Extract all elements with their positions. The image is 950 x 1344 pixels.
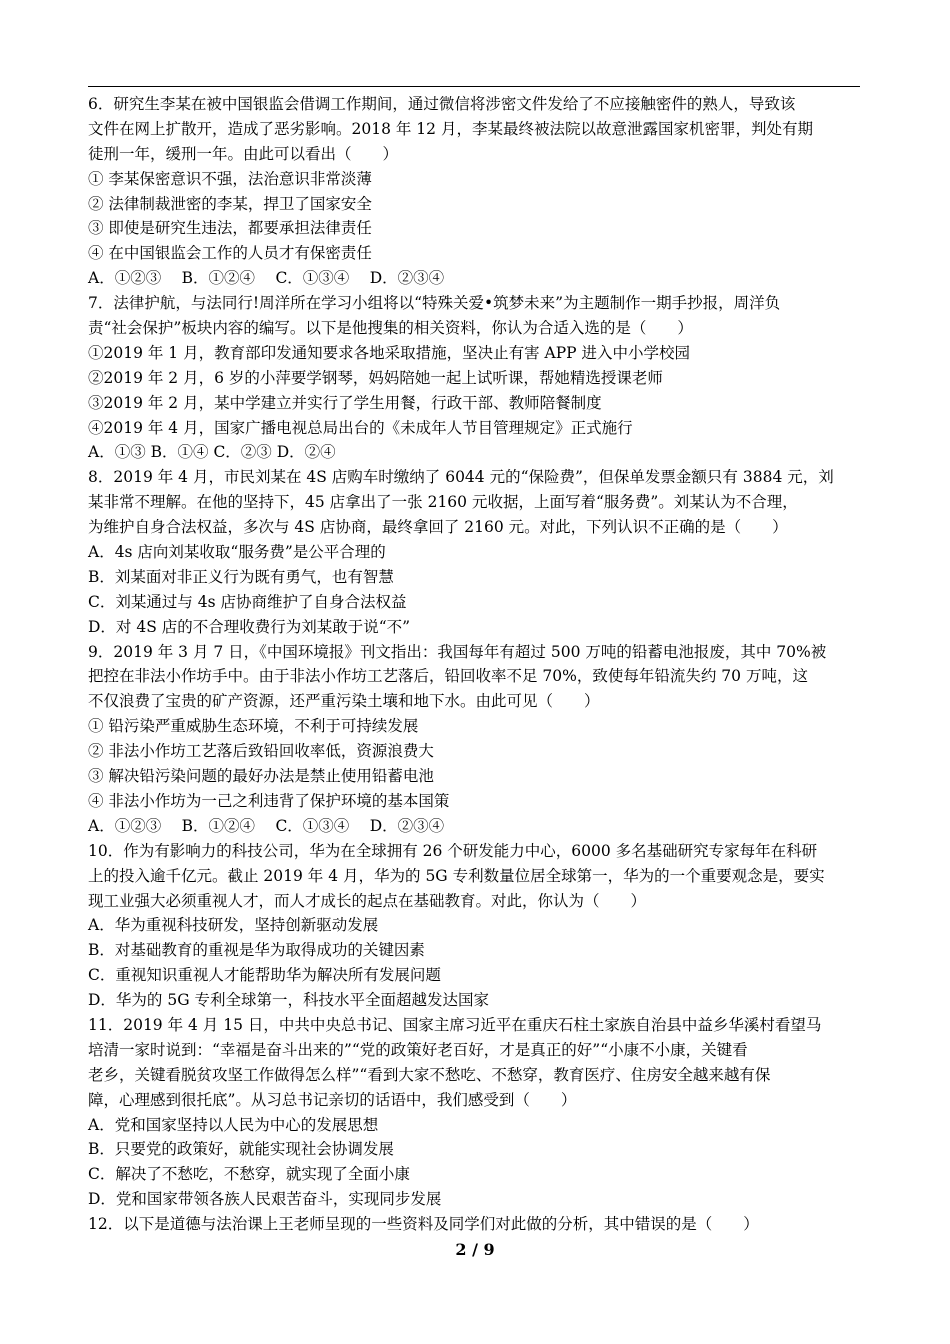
text-line: 9．2019 年 3 月 7 日，《中国环境报》刊文指出：我国每年有超过 500 万吨的铅蓄电池报废，其中 70%被 bbox=[88, 642, 827, 661]
text-line: 7．法律护航，与法同行!周洋所在学习小组将以“特殊关爱•筑梦未来”为主题制作一期手抄报，周洋负 bbox=[88, 294, 781, 313]
text-line: C．刘某通过与 4s 店协商维护了自身合法权益 bbox=[88, 592, 407, 611]
text-line: A．华为重视科技研发，坚持创新驱动发展 bbox=[88, 916, 379, 935]
text-line: ④ 在中国银监会工作的人员才有保密责任 bbox=[88, 244, 372, 263]
header-rule bbox=[88, 86, 860, 87]
text-line: ③ 解决铅污染问题的最好办法是禁止使用铅蓄电池 bbox=[88, 767, 434, 786]
text-line: 不仅浪费了宝贵的矿产资源，还严重污染土壤和地下水。由此可见（ ） bbox=[88, 692, 600, 711]
text-line: A．党和国家坚持以人民为中心的发展思想 bbox=[88, 1115, 379, 1134]
text-line: 12．以下是道德与法治课上王老师呈现的一些资料及同学们对此做的分析，其中错误的是（ ） bbox=[88, 1215, 759, 1234]
text-line: 徒刑一年，缓刑一年。由此可以看出（ ） bbox=[88, 144, 399, 163]
text-line: 6．研究生李某在被中国银监会借调工作期间，通过微信将涉密文件发给了不应接触密件的熟人，导致该 bbox=[88, 95, 796, 113]
text-line: A．①③ B．①④ C．②③ D．②④ bbox=[88, 443, 336, 462]
text-line: A．①②③ B．①②④ C．①③④ D．②③④ bbox=[88, 269, 445, 288]
text-line: D．党和国家带领各族人民艰苦奋斗，实现同步发展 bbox=[88, 1190, 442, 1209]
text-line: ① 铅污染严重威胁生态环境，不利于可持续发展 bbox=[88, 717, 419, 736]
text-line: 责“社会保护”板块内容的编写。以下是他搜集的相关资料，你认为合适入选的是（ ） bbox=[88, 319, 693, 338]
text-line: 障，心理感到很托底”。从习总书记亲切的话语中，我们感受到（ ） bbox=[88, 1090, 577, 1109]
text-line: A．①②③ B．①②④ C．①③④ D．②③④ bbox=[88, 816, 445, 835]
text-line: 老乡，关键看脱贫攻坚工作做得怎么样”“看到大家不愁吃、不愁穿，教育医疗、住房安全越来越有保 bbox=[88, 1065, 771, 1084]
text-line: 把控在非法小作坊手中。由于非法小作坊工艺落后，铅回收率不足 70%，致使每年铅流失约 70 万吨，这 bbox=[88, 667, 808, 686]
text-line: 为维护自身合法权益，多次与 4S 店协商，最终拿回了 2160 元。对此，下列认识不正确的是（ ） bbox=[88, 518, 788, 537]
text-line: B．刘某面对非正义行为既有勇气，也有智慧 bbox=[88, 567, 394, 586]
text-line: B．只要党的政策好，就能实现社会协调发展 bbox=[88, 1140, 394, 1159]
text-line: ④ 非法小作坊为一己之利违背了保护环境的基本国策 bbox=[88, 791, 450, 810]
text-line: A．4s 店向刘某收取“服务费”是公平合理的 bbox=[88, 543, 386, 562]
text-line: 上的投入逾千亿元。截止 2019 年 4 月，华为的 5G 专利数量位居全球第一，华为的一个重要观念是，要实 bbox=[88, 866, 825, 885]
text-line: 文件在网上扩散开，造成了恶劣影响。2018 年 12 月，李某最终被法院以故意泄露国家机密罪，判处有期 bbox=[88, 119, 813, 138]
document-body bbox=[88, 92, 860, 1237]
text-line: D．华为的 5G 专利全球第一，科技水平全面超越发达国家 bbox=[88, 991, 490, 1010]
text-line: 现工业强大必须重视人才，而人才成长的起点在基础教育。对此，你认为（ ） bbox=[88, 891, 647, 910]
text-line: ②2019 年 2 月，6 岁的小萍要学钢琴，妈妈陪她一起上试听课，帮她精选授课老师 bbox=[88, 368, 663, 387]
text-line: 11．2019 年 4 月 15 日，中共中央总书记、国家主席习近平在重庆石柱土家族自治县中益乡华溪村看望马 bbox=[88, 1015, 822, 1034]
text-line: 某非常不理解。在他的坚持下，45 店拿出了一张 2160 元收据，上面写着“服务费”。刘某认为不合理， bbox=[88, 493, 798, 512]
text-line: B．对基础教育的重视是华为取得成功的关键因素 bbox=[88, 941, 425, 960]
text-line: ② 非法小作坊工艺落后致铅回收率低，资源浪费大 bbox=[88, 742, 434, 761]
text-line: ③ 即使是研究生违法，都要承担法律责任 bbox=[88, 219, 372, 238]
text-line: C．重视知识重视人才能帮助华为解决所有发展问题 bbox=[88, 966, 441, 985]
text-line: ② 法律制裁泄密的李某，捍卫了国家安全 bbox=[88, 194, 372, 213]
text-line: D．对 4S 店的不合理收费行为刘某敢于说“不” bbox=[88, 617, 411, 636]
text-line: ① 李某保密意识不强，法治意识非常淡薄 bbox=[88, 169, 372, 188]
text-line: 培清一家时说到：“幸福是奋斗出来的”“党的政策好老百好，才是真正的好”“小康不小康，关键看 bbox=[88, 1040, 748, 1059]
text-line: ①2019 年 1 月，教育部印发通知要求各地采取措施，坚决止有害 APP 进入中小学校园 bbox=[88, 343, 690, 362]
text-line: C．解决了不愁吃，不愁穿，就实现了全面小康 bbox=[88, 1165, 410, 1184]
text-line: 10．作为有影响力的科技公司，华为在全球拥有 26 个研发能力中心，6000 多名基础研究专家每年在科研 bbox=[88, 841, 818, 860]
text-line: ③2019 年 2 月，某中学建立并实行了学生用餐，行政干部、教师陪餐制度 bbox=[88, 393, 602, 412]
text-line: 8．2019 年 4 月，市民刘某在 4S 店购车时缴纳了 6044 元的“保险费”，但保单发票金额只有 3884 元，刘 bbox=[88, 468, 834, 487]
page-number: 2 / 9 bbox=[455, 1240, 495, 1259]
text-line: ④2019 年 4 月，国家广播电视总局出台的《未成年人节目管理规定》正式施行 bbox=[88, 418, 633, 437]
